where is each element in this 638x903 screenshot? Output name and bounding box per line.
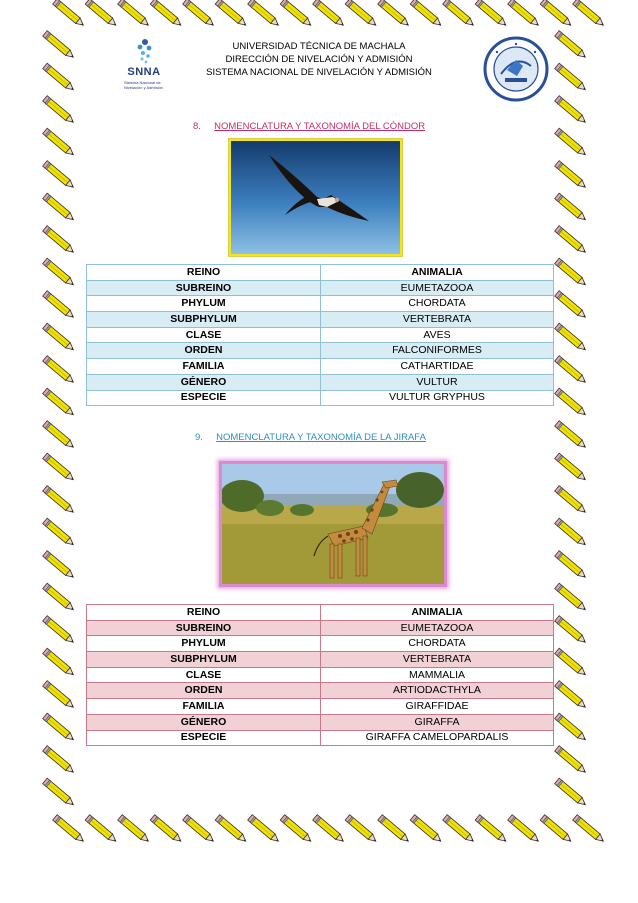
department-name: DIRECCIÓN DE NIVELACIÓN Y ADMISIÓN: [225, 54, 413, 65]
taxon-rank: CLASE: [87, 667, 321, 683]
pencil-icon: [555, 648, 588, 677]
taxon-value: ANIMALIA: [321, 605, 554, 621]
taxon-rank: GÉNERO: [87, 374, 321, 390]
pencil-icon: [555, 486, 588, 515]
table-row: [87, 374, 554, 390]
pencil-icon: [555, 616, 588, 645]
taxon-rank: REINO: [87, 265, 321, 281]
table-row: [87, 312, 554, 328]
pencil-icon: [555, 63, 588, 92]
pencil-icon: [508, 815, 541, 844]
table-row: [87, 280, 554, 296]
table-row: [87, 730, 554, 746]
table-row: [87, 683, 554, 699]
taxon-rank: REINO: [87, 605, 321, 621]
table-row: [87, 652, 554, 668]
condor-section-label: NOMENCLATURA Y TAXONOMÍA DEL CÓNDOR: [214, 121, 426, 132]
university-name: UNIVERSIDAD TÉCNICA DE MACHALA: [232, 41, 406, 52]
document-header: [160, 40, 478, 79]
taxon-value: FALCONIFORMES: [321, 343, 554, 359]
taxon-value: ARTIODACTHYLA: [321, 683, 554, 699]
taxon-value: VERTEBRATA: [321, 652, 554, 668]
pencil-icon: [183, 815, 216, 844]
taxon-rank: CLASE: [87, 327, 321, 343]
pencil-icon: [555, 161, 588, 190]
taxon-value: VERTEBRATA: [321, 312, 554, 328]
taxon-value: VULTUR GRYPHUS: [321, 390, 554, 406]
pencil-icon: [43, 713, 76, 742]
pencil-icon: [215, 0, 248, 28]
pencil-icon: [508, 0, 541, 28]
university-seal-icon: [483, 36, 549, 102]
condor-photo: [229, 139, 402, 256]
pencil-icon: [475, 815, 508, 844]
pencil-icon: [555, 31, 588, 60]
pencil-icon: [555, 258, 588, 287]
pencil-icon: [85, 815, 118, 844]
condor-taxonomy-table: [86, 264, 554, 406]
pencil-icon: [280, 815, 313, 844]
giraffe-section-title: [195, 432, 426, 443]
pencil-icon: [118, 0, 151, 28]
pencil-icon: [555, 128, 588, 157]
pencil-icon: [43, 258, 76, 287]
taxon-value: EUMETAZOOA: [321, 620, 554, 636]
pencil-icon: [555, 226, 588, 255]
taxon-rank: ESPECIE: [87, 730, 321, 746]
taxon-value: AVES: [321, 327, 554, 343]
pencil-icon: [555, 778, 588, 807]
pencil-icon: [43, 323, 76, 352]
taxon-value: EUMETAZOOA: [321, 280, 554, 296]
pencil-icon: [555, 356, 588, 385]
taxon-rank: FAMILIA: [87, 699, 321, 715]
pencil-icon: [555, 518, 588, 547]
pencil-icon: [43, 31, 76, 60]
table-row: [87, 699, 554, 715]
pencil-icon: [248, 0, 281, 28]
pencil-icon: [43, 648, 76, 677]
table-row: [87, 620, 554, 636]
taxon-value: VULTUR: [321, 374, 554, 390]
condor-section-number: 8.: [193, 121, 201, 132]
pencil-icon: [53, 815, 86, 844]
giraffe-section-number: 9.: [195, 432, 203, 443]
table-row: [87, 636, 554, 652]
pencil-icon: [43, 583, 76, 612]
taxon-rank: SUBPHYLUM: [87, 312, 321, 328]
pencil-icon: [573, 815, 606, 844]
giraffe-photo: [219, 461, 447, 587]
pencil-icon: [43, 778, 76, 807]
taxon-rank: FAMILIA: [87, 359, 321, 375]
pencil-icon: [43, 193, 76, 222]
pencil-icon: [345, 0, 378, 28]
pencil-icon: [410, 0, 443, 28]
taxon-rank: SUBPHYLUM: [87, 652, 321, 668]
pencil-icon: [378, 0, 411, 28]
table-row: [87, 390, 554, 406]
condor-section-title: [193, 121, 425, 132]
pencil-icon: [540, 0, 573, 28]
table-row: [87, 327, 554, 343]
pencil-icon: [43, 616, 76, 645]
pencil-icon: [43, 161, 76, 190]
pencil-icon: [215, 815, 248, 844]
pencil-icon: [345, 815, 378, 844]
pencil-icon: [43, 388, 76, 417]
snna-wordmark: SNNA: [127, 66, 161, 78]
pencil-icon: [43, 96, 76, 125]
pencil-icon: [43, 226, 76, 255]
pencil-icon: [150, 815, 183, 844]
pencil-icon: [43, 518, 76, 547]
pencil-icon: [43, 421, 76, 450]
pencil-icon: [53, 0, 86, 28]
pencil-icon: [43, 291, 76, 320]
pencil-icon: [555, 421, 588, 450]
table-row: [87, 605, 554, 621]
taxon-value: CHORDATA: [321, 636, 554, 652]
pencil-icon: [555, 291, 588, 320]
pencil-icon: [280, 0, 313, 28]
taxon-rank: ORDEN: [87, 343, 321, 359]
pencil-icon: [118, 815, 151, 844]
pencil-icon: [555, 583, 588, 612]
system-name: SISTEMA NACIONAL DE NIVELACIÓN Y ADMISIÓN: [206, 67, 432, 78]
pencil-icon: [43, 356, 76, 385]
taxon-value: CHORDATA: [321, 296, 554, 312]
pencil-icon: [150, 0, 183, 28]
table-row: [87, 359, 554, 375]
table-row: [87, 667, 554, 683]
pencil-icon: [248, 815, 281, 844]
taxon-value: GIRAFFA CAMELOPARDALIS: [321, 730, 554, 746]
pencil-icon: [555, 388, 588, 417]
pencil-icon: [555, 681, 588, 710]
taxon-value: GIRAFFIDAE: [321, 699, 554, 715]
taxon-value: GIRAFFA: [321, 714, 554, 730]
pencil-icon: [43, 63, 76, 92]
pencil-icon: [43, 681, 76, 710]
table-row: [87, 714, 554, 730]
taxon-value: MAMMALIA: [321, 667, 554, 683]
taxon-rank: PHYLUM: [87, 296, 321, 312]
table-row: [87, 296, 554, 312]
pencil-icon: [443, 815, 476, 844]
pencil-icon: [43, 486, 76, 515]
pencil-icon: [555, 96, 588, 125]
pencil-icon: [43, 453, 76, 482]
pencil-icon: [555, 453, 588, 482]
pencil-icon: [555, 323, 588, 352]
taxon-value: ANIMALIA: [321, 265, 554, 281]
taxon-rank: ORDEN: [87, 683, 321, 699]
pencil-icon: [555, 746, 588, 775]
snna-logo: [122, 38, 166, 94]
pencil-icon: [43, 551, 76, 580]
pencil-icon: [43, 128, 76, 157]
table-row: [87, 343, 554, 359]
pencil-icon: [378, 815, 411, 844]
pencil-icon: [555, 713, 588, 742]
taxon-rank: ESPECIE: [87, 390, 321, 406]
taxon-rank: GÉNERO: [87, 714, 321, 730]
snna-subtitle: Sistema Nacional de Nivelación y Admisión: [124, 80, 163, 90]
pencil-icon: [555, 551, 588, 580]
pencil-icon: [555, 193, 588, 222]
taxon-rank: PHYLUM: [87, 636, 321, 652]
taxon-value: CATHARTIDAE: [321, 359, 554, 375]
giraffe-section-label: NOMENCLATURA Y TAXONOMÍA DE LA JIRAFA: [216, 432, 426, 443]
taxon-rank: SUBREINO: [87, 620, 321, 636]
snna-mark-icon: [134, 38, 156, 66]
pencil-icon: [183, 0, 216, 28]
pencil-icon: [410, 815, 443, 844]
pencil-icon: [475, 0, 508, 28]
giraffe-taxonomy-table: [86, 604, 554, 746]
pencil-icon: [313, 815, 346, 844]
taxon-rank: SUBREINO: [87, 280, 321, 296]
pencil-icon: [43, 746, 76, 775]
pencil-icon: [443, 0, 476, 28]
pencil-icon: [540, 815, 573, 844]
table-row: [87, 265, 554, 281]
pencil-icon: [573, 0, 606, 28]
pencil-icon: [85, 0, 118, 28]
pencil-icon: [313, 0, 346, 28]
